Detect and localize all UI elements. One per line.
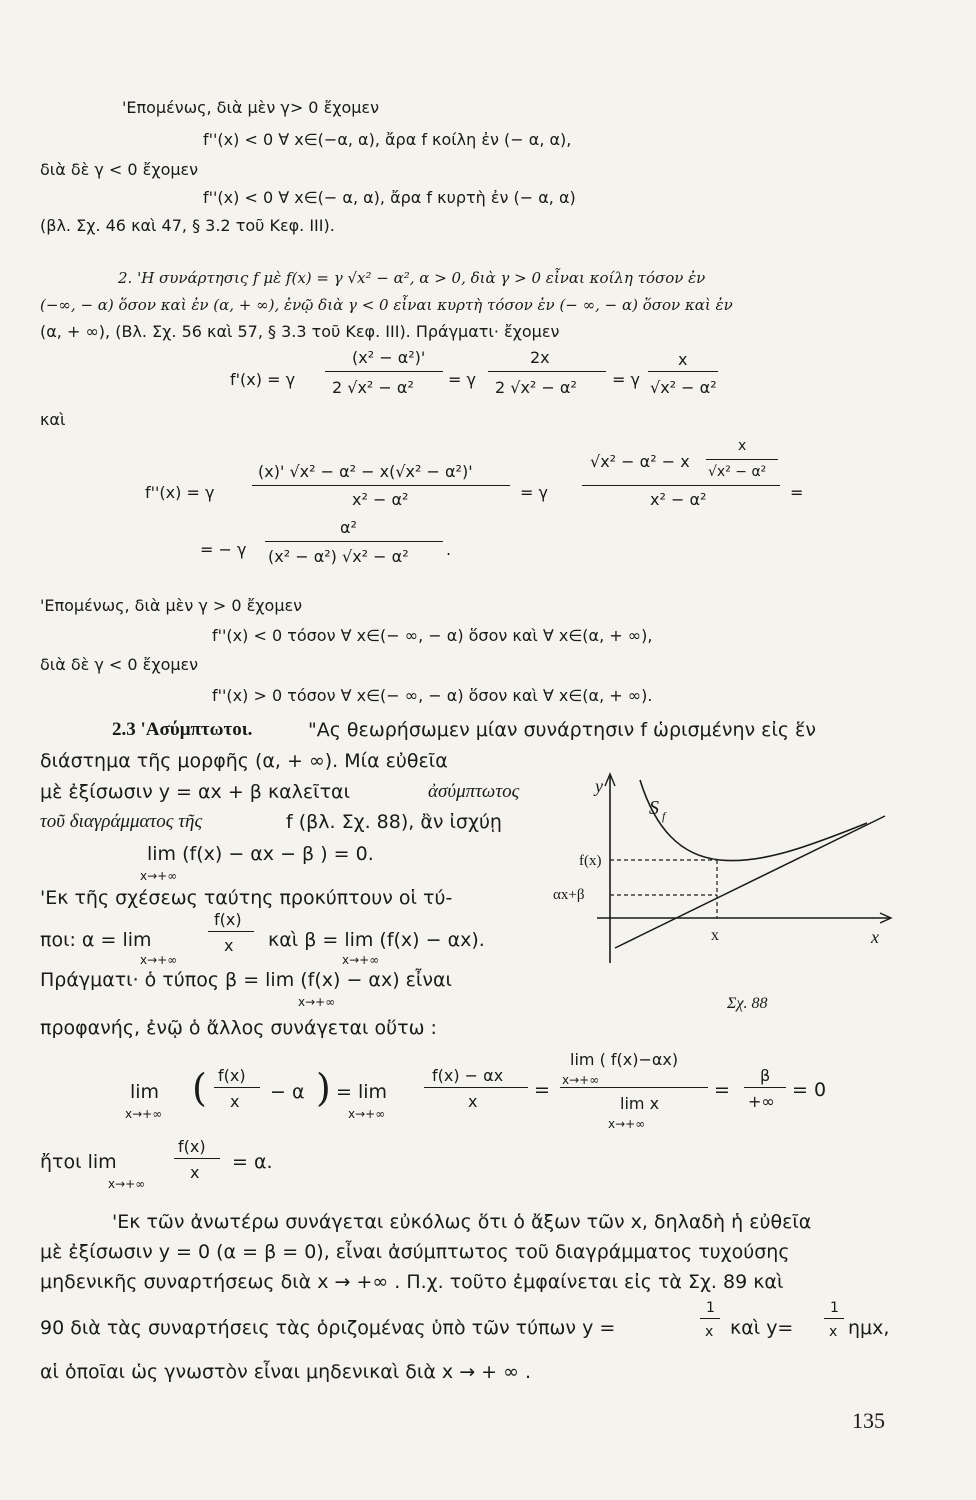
- frac-num: 2x: [530, 348, 550, 367]
- frac-bar: [824, 1318, 844, 1319]
- eq-end: =: [790, 483, 804, 502]
- frac-num: f(x) − αx: [432, 1066, 504, 1085]
- frac-num: √x² − α² − x: [590, 452, 690, 471]
- limit-expression: lim (f(x) − αx − β ) = 0.: [147, 843, 374, 865]
- frac-den: x: [468, 1092, 478, 1111]
- text-line: 'Επομένως, διὰ μὲν γ> 0 ἔχομεν: [122, 98, 380, 117]
- limit-subscript: x→+∞: [108, 1177, 146, 1191]
- curve-label-sub: f: [662, 809, 666, 823]
- eq-end: = α.: [232, 1151, 273, 1173]
- frac-bar: [488, 371, 606, 372]
- text-line: προφανής, ἐνῷ ὁ ἄλλος συνάγεται οὕτω :: [40, 1017, 437, 1039]
- text-line: 'Εκ τῆς σχέσεως ταύτης προκύπτουν οἱ τύ-: [40, 887, 453, 909]
- eq-lhs: f'(x) = γ: [230, 370, 296, 389]
- text-line: μὲ ἐξίσωσιν y = αx + β καλεῖται: [40, 781, 351, 803]
- page-number: 135: [852, 1408, 885, 1433]
- figure-caption: Σχ. 88: [727, 995, 768, 1012]
- frac-den: √x² − α²: [650, 378, 717, 397]
- frac-bar: [325, 371, 443, 372]
- frac-bar: [265, 541, 443, 542]
- limit-subscript: x→+∞: [342, 953, 380, 967]
- x-axis-label: x: [871, 927, 879, 947]
- asymptote-plot: [545, 768, 895, 1018]
- frac-bar: [424, 1087, 528, 1088]
- fx-label: f(x): [579, 853, 602, 869]
- frac-den: 2 √x² − α²: [332, 378, 414, 397]
- y-axis-label: y: [595, 776, 603, 796]
- frac-num: (x² − α²)': [352, 348, 426, 367]
- frac-bar: [744, 1087, 786, 1088]
- limit-expression: ἤτοι lim: [40, 1151, 117, 1173]
- text-line: (βλ. Σχ. 46 καὶ 47, § 3.2 τοῦ Κεφ. III).: [40, 216, 335, 235]
- text-line: f''(x) < 0 ∀ x∈(−α, α), ἄρα f κοίλη ἐν (− α, α),: [203, 130, 572, 149]
- frac-den: x² − α²: [352, 490, 409, 509]
- frac-den: +∞: [748, 1092, 775, 1111]
- text-line: f''(x) < 0 ∀ x∈(− α, α), ἄρα f κυρτὴ ἐν (− α, α): [203, 188, 576, 207]
- frac-num: f(x): [178, 1137, 206, 1156]
- text-line: καὶ: [40, 410, 66, 429]
- paren-open: (: [192, 1066, 207, 1110]
- text-line: ημx,: [848, 1317, 890, 1339]
- frac-bar: [560, 1087, 708, 1088]
- limit-subscript: x→+∞: [562, 1073, 600, 1087]
- limit-subscript: x→+∞: [140, 953, 178, 967]
- curve-label: S: [649, 797, 659, 819]
- frac-num: f(x): [214, 910, 242, 929]
- frac-bar: [700, 1318, 720, 1319]
- text-line: (α, + ∞), (Βλ. Σχ. 56 καὶ 57, § 3.3 τοῦ Κεφ. III). Πράγματι· ἔχομεν: [40, 322, 560, 341]
- text-line: f''(x) < 0 τόσον ∀ x∈(− ∞, − α) ὅσον καὶ ∀ x∈(α, + ∞),: [212, 626, 653, 645]
- frac-den: √x² − α²: [708, 464, 767, 480]
- frac-den: x: [190, 1163, 200, 1182]
- section-heading: 2.3 'Ασύμπτωτοι.: [112, 719, 253, 740]
- frac-num: β: [760, 1066, 771, 1085]
- text-line: μὲ ἐξίσωσιν y = 0 (α = β = 0), εἶναι ἀσύμπτωτος τοῦ διαγράμματος τυχούσης: [40, 1241, 790, 1263]
- text-line: f''(x) > 0 τόσον ∀ x∈(− ∞, − α) ὅσον καὶ ∀ x∈(α, + ∞).: [212, 686, 653, 705]
- asymptote-line: [615, 816, 885, 948]
- paren-close: ): [316, 1066, 331, 1110]
- frac-den: (x² − α²) √x² − α²: [268, 547, 409, 566]
- frac-num: x: [738, 438, 747, 454]
- limit-subscript: x→+∞: [348, 1107, 386, 1121]
- limit-subscript: x→+∞: [298, 995, 336, 1009]
- text-line: διάστημα τῆς μορφῆς (α, + ∞). Μία εὐθεῖα: [40, 750, 448, 772]
- text-line: (−∞, − α) ὅσον καὶ ἐν (α, + ∞), ἐνῷ διὰ γ < 0 εἶναι κυρτὴ τόσον ἐν (− ∞, − α) ὅσον καὶ ἐν: [40, 296, 733, 314]
- frac-num: x: [678, 350, 688, 369]
- text-line: "Ας θεωρήσωμεν μίαν συνάρτησιν f ὡρισμένην εἰς ἕν: [308, 719, 816, 741]
- text-line: διὰ δὲ γ < 0 ἔχομεν: [40, 655, 199, 674]
- frac-den: x: [829, 1324, 838, 1340]
- eq-lhs: = − γ: [200, 540, 247, 559]
- eq-end: = 0: [792, 1079, 827, 1101]
- text-line: καὶ y=: [730, 1317, 794, 1339]
- frac-den: x: [705, 1324, 714, 1340]
- frac-num: (x)' √x² − α² − x(√x² − α²)': [258, 462, 473, 481]
- paren-tail: − α: [270, 1081, 305, 1103]
- frac-num: lim ( f(x)−αx): [570, 1050, 679, 1069]
- frac-bar: [252, 485, 510, 486]
- eq-end: .: [446, 540, 452, 559]
- x-tick-label: x: [711, 927, 719, 944]
- eq-mid: =: [714, 1079, 730, 1101]
- frac-bar: [582, 485, 780, 486]
- text-line: ποι: α = lim: [40, 929, 152, 951]
- text-line: ἀσύμπτωτος: [428, 781, 520, 802]
- frac-bar: [208, 931, 254, 932]
- frac-den: lim x: [620, 1094, 660, 1113]
- text-line: τοῦ διαγράμματος τῆς: [40, 811, 203, 832]
- text-line: 'Εκ τῶν ἀνωτέρω συνάγεται εὐκόλως ὅτι ὁ ἄξων τῶν x, δηλαδὴ ἡ εὐθεῖα: [112, 1211, 812, 1233]
- frac-bar: [174, 1158, 220, 1159]
- frac-num: f(x): [218, 1066, 246, 1085]
- axb-label: αx+β: [553, 887, 585, 903]
- eq-mid: = γ: [448, 370, 476, 389]
- text-line: καὶ β = lim (f(x) − αx).: [268, 929, 485, 951]
- function-curve: [640, 780, 867, 861]
- eq-mid: =: [534, 1079, 550, 1101]
- figure-88: [545, 768, 895, 1018]
- text-line: αἱ ὁποῖαι ὡς γνωστὸν εἶναι μηδενικαὶ διὰ x → + ∞ .: [40, 1361, 532, 1383]
- text-line: 'Επομένως, διὰ μὲν γ > 0 ἔχομεν: [40, 596, 303, 615]
- frac-den: 2 √x² − α²: [495, 378, 577, 397]
- text-line: μηδενικῆς συναρτήσεως διὰ x → +∞ . Π.χ. τοῦτο ἐμφαίνεται εἰς τὰ Σχ. 89 καὶ: [40, 1271, 784, 1293]
- eq-mid: = γ: [612, 370, 640, 389]
- eq-lhs: f''(x) = γ: [145, 483, 215, 502]
- frac-bar: [648, 371, 718, 372]
- frac-den: x² − α²: [650, 490, 707, 509]
- text-line: 90 διὰ τὰς συναρτήσεις τὰς ὁριζομένας ὑπὸ τῶν τύπων y =: [40, 1317, 616, 1339]
- frac-bar: [706, 459, 778, 460]
- eq-mid: = γ: [520, 483, 548, 502]
- limit-subscript: x→+∞: [140, 869, 178, 883]
- text-line: f (βλ. Σχ. 88), ἂν ἰσχύῃ: [286, 811, 502, 833]
- eq-mid: = lim: [336, 1081, 388, 1103]
- limit-subscript: x→+∞: [608, 1117, 646, 1131]
- frac-den: x: [230, 1092, 240, 1111]
- limit-word: lim: [130, 1081, 160, 1103]
- limit-subscript: x→+∞: [125, 1107, 163, 1121]
- frac-bar: [214, 1087, 260, 1088]
- frac-num: 1: [706, 1300, 715, 1316]
- text-line: 2. 'Η συνάρτησις f μὲ f(x) = γ √x² − α², α > 0, διὰ γ > 0 εἶναι κοίλη τόσον ἐν: [118, 269, 706, 287]
- frac-num: α²: [340, 518, 357, 537]
- text-line: Πράγματι· ὁ τύπος β = lim (f(x) − αx) εἶναι: [40, 969, 452, 991]
- frac-den: x: [224, 936, 234, 955]
- text-line: διὰ δὲ γ < 0 ἔχομεν: [40, 160, 199, 179]
- frac-num: 1: [830, 1300, 839, 1316]
